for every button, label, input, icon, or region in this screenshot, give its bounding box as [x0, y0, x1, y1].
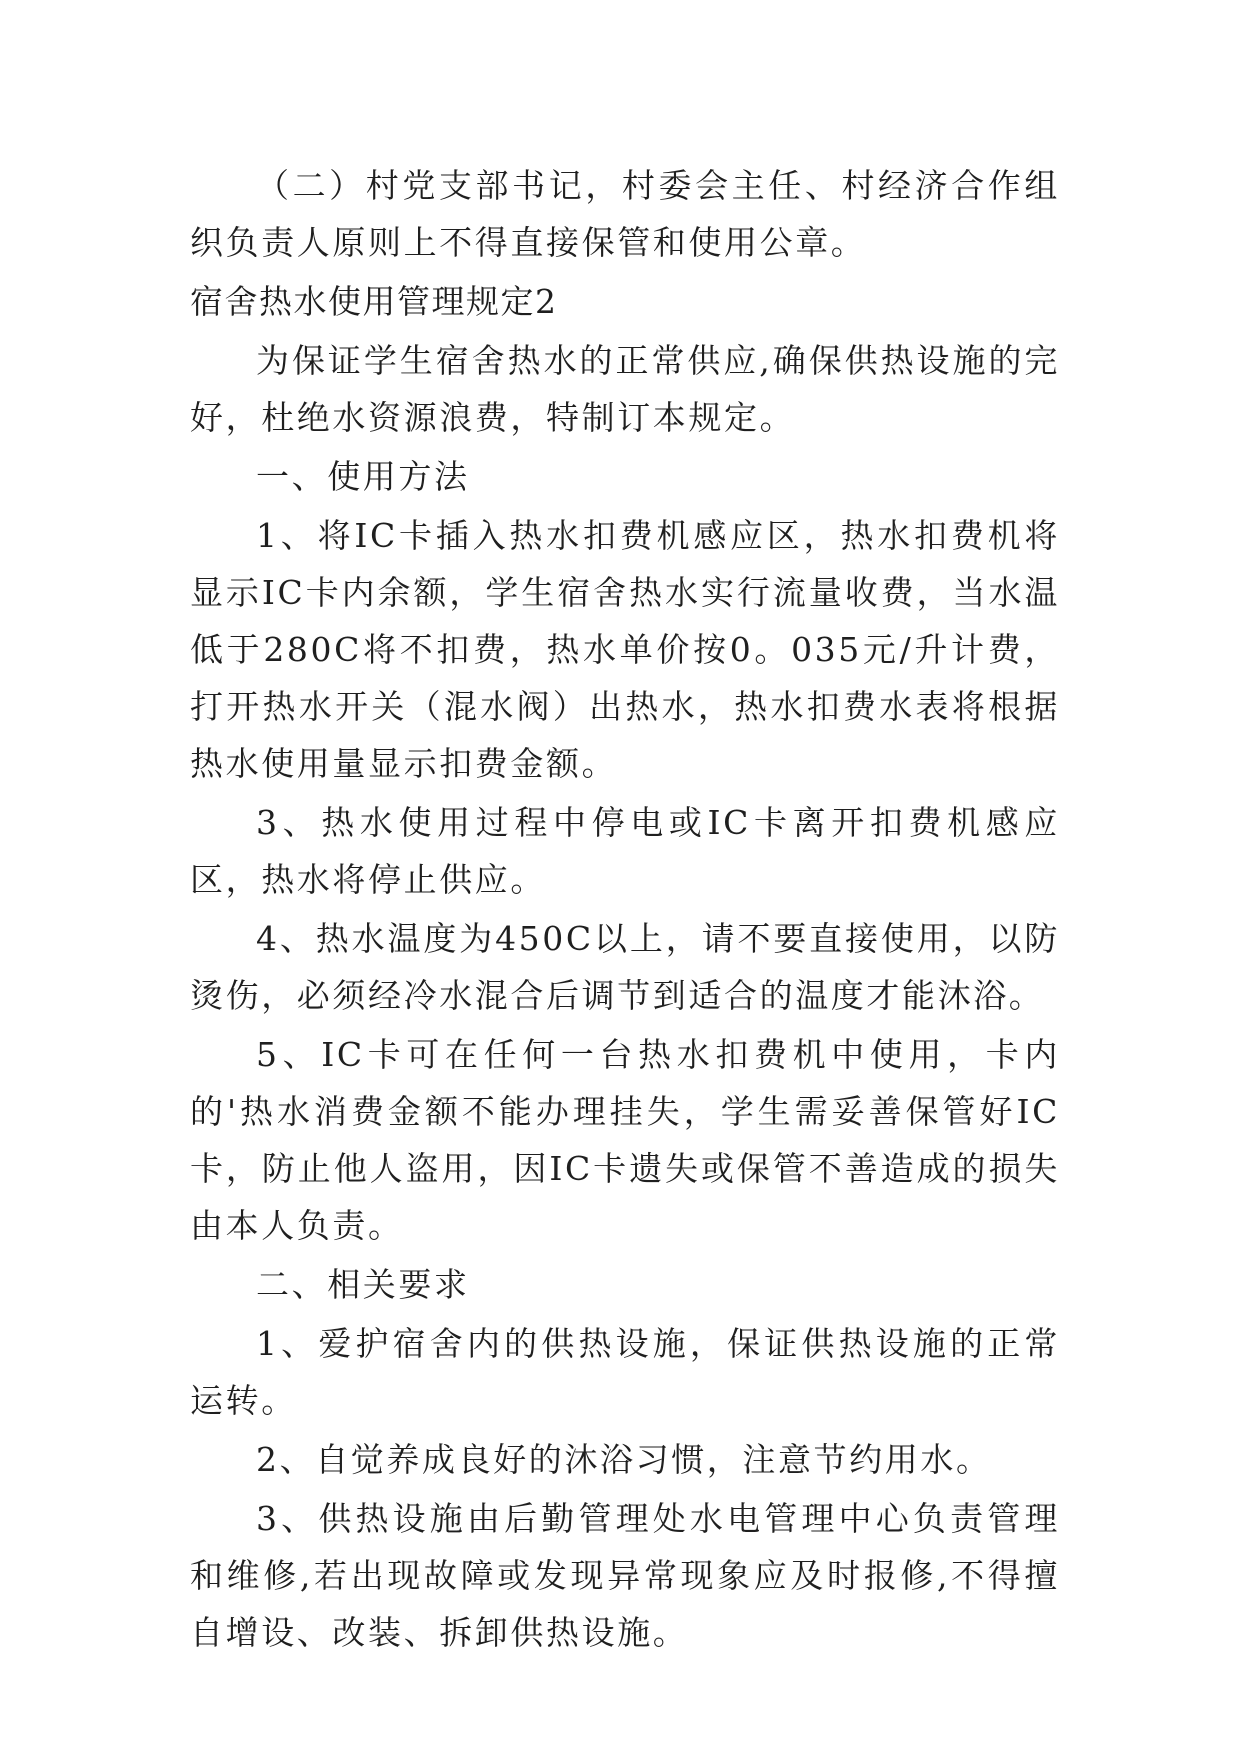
paragraph-requirement-3: 3、供热设施由后勤管理处水电管理中心负责管理和维修,若出现故障或发现异常现象应及时报修,不得擅自增设、改装、拆卸供热设施。 — [190, 1499, 1060, 1652]
paragraph-requirement-2: 2、自觉养成良好的沐浴习惯，注意节约用水。 — [256, 1440, 992, 1479]
paragraph-village-seal-custody: （二）村党支部书记，村委会主任、村经济合作组织负责人原则上不得直接保管和使用公章。 — [190, 166, 1060, 262]
paragraph-usage-item-4: 4、热水温度为450C以上，请不要直接使用，以防烫伤，必须经冷水混合后调节到适合的温度才能沐浴。 — [190, 919, 1060, 1015]
document-body — [190, 157, 1060, 1663]
paragraph-usage-item-1: 1、将IC卡插入热水扣费机感应区，热水扣费机将显示IC卡内余额，学生宿舍热水实行流量收费，当水温低于280C将不扣费，热水单价按0。035元/升计费，打开热水开关（混水阀）出热水，热水扣费水表将根据热水使用量显示扣费金额。 — [190, 516, 1060, 783]
heading-related-requirements: 二、相关要求 — [256, 1265, 470, 1304]
heading-usage-method: 一、使用方法 — [256, 457, 470, 496]
paragraph-requirement-1: 1、爱护宿舍内的供热设施，保证供热设施的正常运转。 — [190, 1324, 1060, 1420]
paragraph-usage-item-3: 3、热水使用过程中停电或IC卡离开扣费机感应区，热水将停止供应。 — [190, 803, 1060, 899]
paragraph-purpose: 为保证学生宿舍热水的正常供应,确保供热设施的完好，杜绝水资源浪费，特制订本规定。 — [190, 341, 1060, 437]
paragraph-usage-item-5: 5、IC卡可在任何一台热水扣费机中使用，卡内的'热水消费金额不能办理挂失，学生需妥善保管好IC卡，防止他人盗用，因IC卡遗失或保管不善造成的损失由本人负责。 — [190, 1035, 1060, 1245]
section-title-hot-water-rules: 宿舍热水使用管理规定2 — [190, 282, 558, 321]
